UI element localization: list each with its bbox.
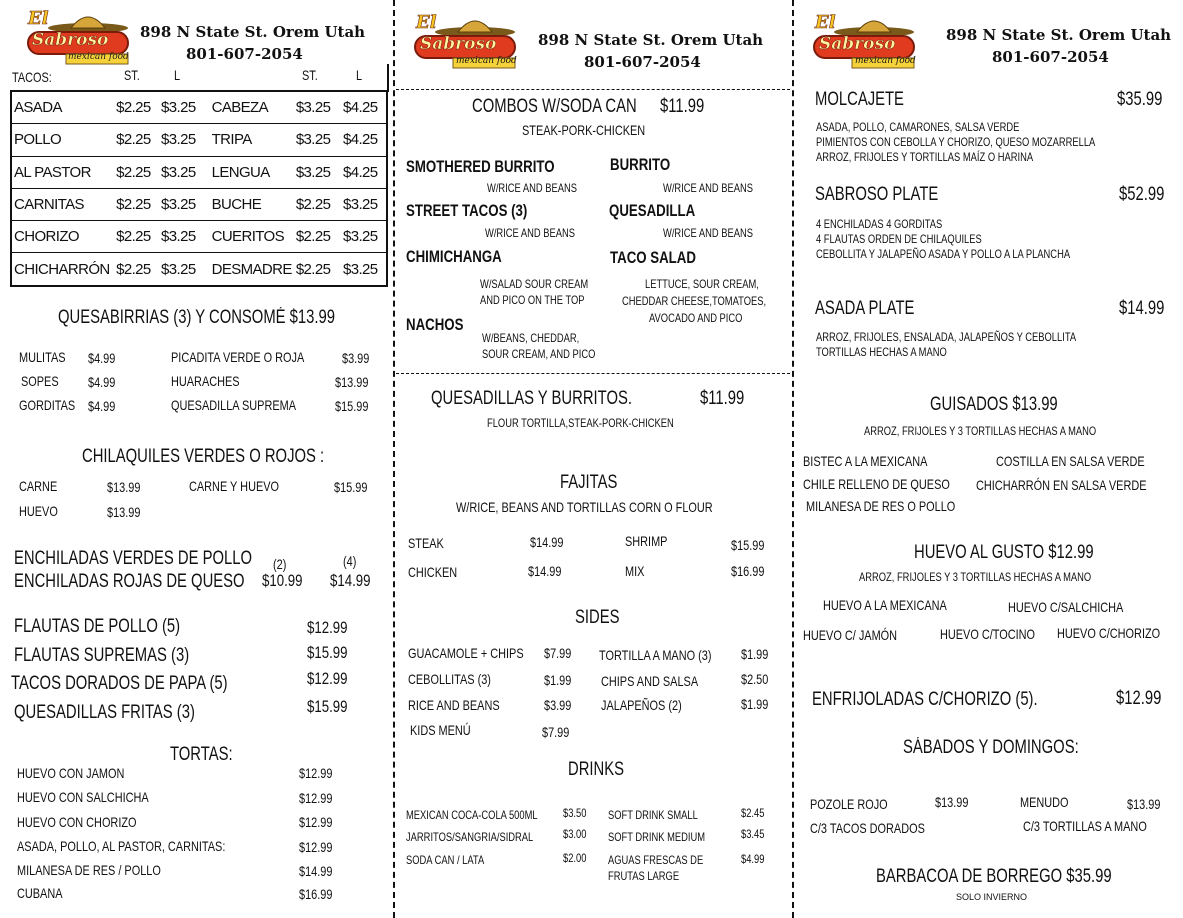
address: 898 N State St. Orem Utah (538, 31, 764, 49)
menu-item: SOFT DRINK MEDIUM (608, 830, 706, 844)
logo-sub-text: mexican food (456, 56, 517, 66)
taco-price-st: $2.25 (114, 91, 159, 124)
menu-item: MEXICAN COCA-COLA 500ML (406, 808, 538, 822)
menu-price: $12.99 (1116, 688, 1162, 709)
combo-item: TACO SALAD (610, 248, 696, 267)
taco-price-st: $2.25 (114, 221, 159, 253)
menu-price: $14.99 (330, 571, 371, 590)
menu-item: HUEVO CON CHORIZO (17, 814, 137, 830)
menu-price: $2.50 (741, 671, 769, 687)
menu-price: $3.00 (563, 827, 587, 841)
menu-item-title: SABROSO PLATE (815, 184, 939, 205)
menu-price: $1.99 (544, 672, 572, 688)
menu-sub: C/3 TORTILLAS A MANO (1023, 818, 1147, 834)
section-divider (396, 89, 790, 90)
taco-price-l: $3.25 (159, 91, 210, 124)
table-row (11, 156, 387, 188)
menu-desc: 4 ENCHILADAS 4 GORDITAS (816, 217, 943, 231)
taco-price-l: $3.25 (159, 253, 210, 286)
menu-item: HUEVO (19, 503, 58, 519)
taco-name: TRIPA (210, 124, 294, 156)
menu-price: $15.99 (334, 479, 368, 495)
menu-price: $13.99 (335, 374, 369, 390)
menu-price: $15.99 (731, 537, 765, 553)
taco-price-l: $3.25 (341, 221, 387, 253)
tortas-title: TORTAS: (170, 744, 233, 765)
combo-desc: W/BEANS, CHEDDAR, (482, 331, 580, 345)
combo-desc: W/SALAD SOUR CREAM (480, 277, 589, 291)
qty-label: (4) (343, 553, 357, 569)
combo-desc: AVOCADO AND PICO (649, 311, 743, 325)
menu-price: $14.99 (1119, 298, 1165, 319)
menu-price: $1.99 (741, 696, 769, 712)
taco-price-st: $2.25 (294, 188, 341, 220)
taco-price-st: $2.25 (294, 221, 341, 253)
menu-item: HUEVO CON JAMON (17, 765, 125, 781)
chilaquiles-title: CHILAQUILES VERDES O ROJOS : (82, 446, 325, 467)
address: 898 N State St. Orem Utah (140, 23, 366, 41)
menu-item: TORTILLA A MANO (3) (599, 647, 712, 663)
taco-name: DESMADRE (210, 253, 294, 286)
menu-price: $16.99 (731, 563, 765, 579)
table-edge (387, 64, 389, 92)
col-st-label: ST. (302, 67, 318, 83)
menu-item: CHICHARRÓN EN SALSA VERDE (976, 477, 1147, 493)
tacos-table (10, 90, 388, 287)
menu-item: MULITAS (19, 349, 66, 365)
combos-sub: STEAK-PORK-CHICKEN (522, 122, 646, 138)
menu-price: $1.99 (741, 646, 769, 662)
menu-item: FLAUTAS DE POLLO (5) (14, 616, 181, 637)
combo-desc: W/RICE AND BEANS (485, 226, 575, 240)
taco-price-st: $2.25 (114, 156, 159, 188)
menu-item: GUACAMOLE + CHIPS (408, 645, 524, 661)
menu-item: CHICKEN (408, 564, 458, 580)
col-l-label: L (356, 67, 363, 83)
menu-item: CEBOLLITAS (3) (408, 671, 491, 687)
taco-price-l: $4.25 (341, 156, 387, 188)
fajitas-sub: W/RICE, BEANS AND TORTILLAS CORN O FLOUR (456, 499, 713, 515)
table-row (11, 124, 387, 156)
fajitas-title: FAJITAS (560, 472, 618, 493)
menu-item: PICADITA VERDE O ROJA (171, 349, 305, 365)
menu-item: MILANESA DE RES O POLLO (806, 498, 956, 514)
qb-title: QUESADILLAS Y BURRITOS. (431, 388, 632, 409)
menu-price: $4.99 (88, 374, 116, 390)
menu-price: $12.99 (299, 790, 333, 806)
menu-item: HUEVO A LA MEXICANA (823, 597, 947, 613)
tacos-title: TACOS: (12, 69, 52, 85)
menu-item: HUEVO C/CHORIZO (1057, 625, 1161, 641)
menu-price: $16.99 (299, 886, 333, 902)
menu-item: POZOLE ROJO (810, 796, 888, 812)
sides-title: SIDES (575, 607, 620, 628)
menu-item: SOPES (21, 373, 59, 389)
menu-price: $13.99 (107, 479, 141, 495)
weekend-title: SÁBADOS Y DOMINGOS: (903, 737, 1079, 758)
menu-item: KIDS MENÚ (410, 722, 471, 738)
menu-price: $13.99 (107, 504, 141, 520)
col-st-label: ST. (124, 67, 140, 83)
menu-item: QUESADILLAS FRITAS (3) (14, 702, 195, 723)
qty-label: (2) (273, 556, 287, 572)
table-row (11, 221, 387, 253)
combo-desc: SOUR CREAM, AND PICO (482, 347, 596, 361)
taco-name: BUCHE (210, 188, 294, 220)
logo-sabroso-text: Sabroso (32, 30, 109, 50)
enchiladas-verdes: ENCHILADAS VERDES DE POLLO (14, 548, 253, 569)
phone: 801-607-2054 (992, 48, 1109, 66)
menu-item: MILANESA DE RES / POLLO (17, 862, 161, 878)
taco-name: CHICHARRÓN (11, 253, 114, 286)
menu-item: QUESADILLA SUPREMA (171, 397, 297, 413)
taco-price-l: $3.25 (159, 156, 210, 188)
menu-price: $15.99 (307, 697, 348, 716)
combo-desc: W/RICE AND BEANS (663, 181, 753, 195)
menu-item: HUEVO CON SALCHICHA (17, 789, 149, 805)
menu-price: $15.99 (307, 643, 348, 662)
menu-item-title: MOLCAJETE (815, 89, 904, 110)
combo-item: QUESADILLA (609, 201, 696, 220)
menu-price: $14.99 (299, 863, 333, 879)
table-row (11, 91, 387, 124)
menu-price: $12.99 (307, 669, 348, 688)
menu-price: $12.99 (307, 618, 348, 637)
taco-name: CARNITAS (11, 188, 114, 220)
menu-price: $4.99 (88, 398, 116, 414)
combo-desc: LETTUCE, SOUR CREAM, (645, 277, 759, 291)
menu-price: $12.99 (299, 839, 333, 855)
barbacoa-sub: SOLO INVIERNO (956, 892, 1028, 902)
combo-desc: W/RICE AND BEANS (487, 181, 577, 195)
taco-name: POLLO (11, 124, 114, 156)
menu-price: $14.99 (530, 534, 564, 550)
quesabirrias: QUESABIRRIAS (3) Y CONSOMÉ $13.99 (58, 307, 336, 328)
combos-price: $11.99 (660, 96, 705, 117)
guisados-sub: ARROZ, FRIJOLES Y 3 TORTILLAS HECHAS A MANO (864, 424, 1097, 438)
qb-price: $11.99 (700, 388, 745, 409)
taco-price-st: $2.25 (114, 253, 159, 286)
menu-price: $7.99 (542, 724, 570, 740)
menu-price: $13.99 (1127, 796, 1161, 812)
menu-item: GORDITAS (19, 397, 76, 413)
menu-item: JALAPEÑOS (2) (601, 697, 682, 713)
taco-name: CABEZA (210, 91, 294, 124)
taco-price-st: $3.25 (294, 156, 341, 188)
taco-price-st: $2.25 (114, 124, 159, 156)
menu-price: $3.45 (741, 827, 765, 841)
menu-desc: CEBOLLITA Y JALAPEÑO ASADA Y POLLO A LA PLANCHA (816, 247, 1071, 261)
menu-item: CHILE RELLENO DE QUESO (803, 476, 950, 492)
menu-item: SODA CAN / LATA (406, 853, 485, 867)
menu-price: $14.99 (528, 563, 562, 579)
menu-sub: C/3 TACOS DORADOS (810, 820, 925, 836)
qb-sub: FLOUR TORTILLA,STEAK-PORK-CHICKEN (487, 416, 674, 430)
taco-name: CUERITOS (210, 221, 294, 253)
combo-item: NACHOS (406, 315, 464, 334)
taco-price-st: $2.25 (294, 253, 341, 286)
enchiladas-rojas: ENCHILADAS ROJAS DE QUESO (14, 571, 245, 592)
menu-item: FLAUTAS SUPREMAS (3) (14, 645, 190, 666)
phone: 801-607-2054 (584, 53, 701, 71)
taco-price-st: $3.25 (294, 91, 341, 124)
menu-item: HUEVO C/TOCINO (940, 626, 1036, 642)
menu-desc: ARROZ, FRIJOLES, ENSALADA, JALAPEÑOS Y CEBOLLITA (816, 330, 1077, 344)
logo-el-text: El (416, 12, 437, 33)
menu-item: HUEVO C/SALCHICHA (1008, 599, 1124, 615)
menu-item: CHIPS AND SALSA (601, 673, 699, 689)
menu-item-title: ASADA PLATE (815, 298, 915, 319)
menu-item: STEAK (408, 535, 444, 551)
phone: 801-607-2054 (186, 45, 303, 63)
menu-desc: ASADA, POLLO, CAMARONES, SALSA VERDE (816, 120, 1020, 134)
combo-item: STREET TACOS (3) (406, 201, 528, 220)
taco-price-st: $3.25 (294, 124, 341, 156)
menu-item: MIX (625, 563, 645, 579)
menu-price: $4.99 (88, 350, 116, 366)
menu-price: $15.99 (335, 398, 369, 414)
menu-item: CARNE (19, 478, 58, 494)
menu-price: $4.99 (741, 852, 765, 866)
combo-desc: W/RICE AND BEANS (663, 226, 753, 240)
menu-price: $3.99 (342, 350, 370, 366)
menu-price: $3.99 (544, 697, 572, 713)
section-divider (396, 373, 790, 374)
enfrijoladas-title: ENFRIJOLADAS C/CHORIZO (5). (812, 689, 1038, 710)
logo-el-text: El (815, 12, 836, 33)
menu-price: $10.99 (262, 571, 303, 590)
menu-item: SHRIMP (625, 533, 668, 549)
taco-price-l: $4.25 (341, 91, 387, 124)
menu-price: $2.45 (741, 806, 765, 820)
menu-item: SOFT DRINK SMALL (608, 808, 698, 822)
menu-item: FRUTAS LARGE (608, 869, 680, 883)
menu-item: RICE AND BEANS (408, 697, 500, 713)
huevo-sub: ARROZ, FRIJOLES Y 3 TORTILLAS HECHAS A MANO (859, 570, 1092, 584)
menu-price: $13.99 (935, 794, 969, 810)
logo-sub-text: mexican food (855, 56, 916, 66)
menu-price: $35.99 (1117, 89, 1163, 110)
combo-desc: AND PICO ON THE TOP (480, 293, 585, 307)
taco-price-l: $3.25 (159, 124, 210, 156)
menu-item: CARNE Y HUEVO (189, 478, 280, 494)
menu-item: AGUAS FRESCAS DE (608, 853, 704, 867)
table-row (11, 188, 387, 220)
menu-desc: PIMIENTOS CON CEBOLLA Y CHORIZO, QUESO MOZARRELLA (816, 135, 1096, 149)
logo-sabroso-text: Sabroso (819, 34, 896, 54)
menu-desc: ARROZ, FRIJOLES Y TORTILLAS MAÍZ O HARINA (816, 150, 1034, 164)
menu-price: $52.99 (1119, 184, 1165, 205)
taco-name: ASADA (11, 91, 114, 124)
logo-sabroso-text: Sabroso (420, 34, 497, 54)
menu-price: $2.00 (563, 851, 587, 865)
menu-item: JARRITOS/SANGRIA/SIDRAL (406, 830, 534, 844)
menu-desc: TORTILLAS HECHAS A MANO (816, 345, 947, 359)
taco-price-l: $3.25 (341, 253, 387, 286)
guisados-title: GUISADOS $13.99 (930, 394, 1058, 415)
taco-price-l: $4.25 (341, 124, 387, 156)
menu-item: MENUDO (1020, 794, 1069, 810)
taco-name: AL PASTOR (11, 156, 114, 188)
menu-desc: 4 FLAUTAS ORDEN DE CHILAQUILES (816, 232, 982, 246)
taco-price-l: $3.25 (159, 221, 210, 253)
menu-item: CUBANA (17, 885, 63, 901)
combos-title: COMBOS W/SODA CAN (472, 96, 637, 117)
menu-item: HUEVO C/ JAMÓN (803, 627, 898, 643)
taco-name: LENGUA (210, 156, 294, 188)
menu-price: $12.99 (299, 814, 333, 830)
column-divider-left (393, 0, 395, 918)
logo-el-text: El (28, 8, 49, 29)
menu-price: $7.99 (544, 645, 572, 661)
combo-item: CHIMICHANGA (406, 247, 502, 266)
column-divider-right (792, 0, 794, 918)
address: 898 N State St. Orem Utah (946, 26, 1172, 44)
taco-price-l: $3.25 (341, 188, 387, 220)
combo-item: BURRITO (610, 155, 671, 174)
menu-item: BISTEC A LA MEXICANA (803, 453, 928, 469)
taco-price-st: $2.25 (114, 188, 159, 220)
col-l-label: L (174, 67, 181, 83)
menu-item: TACOS DORADOS DE PAPA (5) (11, 673, 228, 694)
menu-price: $12.99 (299, 765, 333, 781)
taco-name: CHORIZO (11, 221, 114, 253)
combo-item: SMOTHERED BURRITO (406, 157, 555, 176)
menu-item: HUARACHES (171, 373, 240, 389)
drinks-title: DRINKS (568, 759, 625, 780)
table-row (11, 253, 387, 286)
menu-item: COSTILLA EN SALSA VERDE (996, 453, 1145, 469)
combo-desc: CHEDDAR CHEESE,TOMATOES, (622, 294, 767, 308)
huevo-title: HUEVO AL GUSTO $12.99 (914, 542, 1094, 563)
menu-price: $3.50 (563, 806, 587, 820)
barbacoa-title: BARBACOA DE BORREGO $35.99 (876, 866, 1112, 887)
menu-item: ASADA, POLLO, AL PASTOR, CARNITAS: (17, 838, 226, 854)
logo-sub-text: mexican food (68, 52, 129, 62)
taco-price-l: $3.25 (159, 188, 210, 220)
